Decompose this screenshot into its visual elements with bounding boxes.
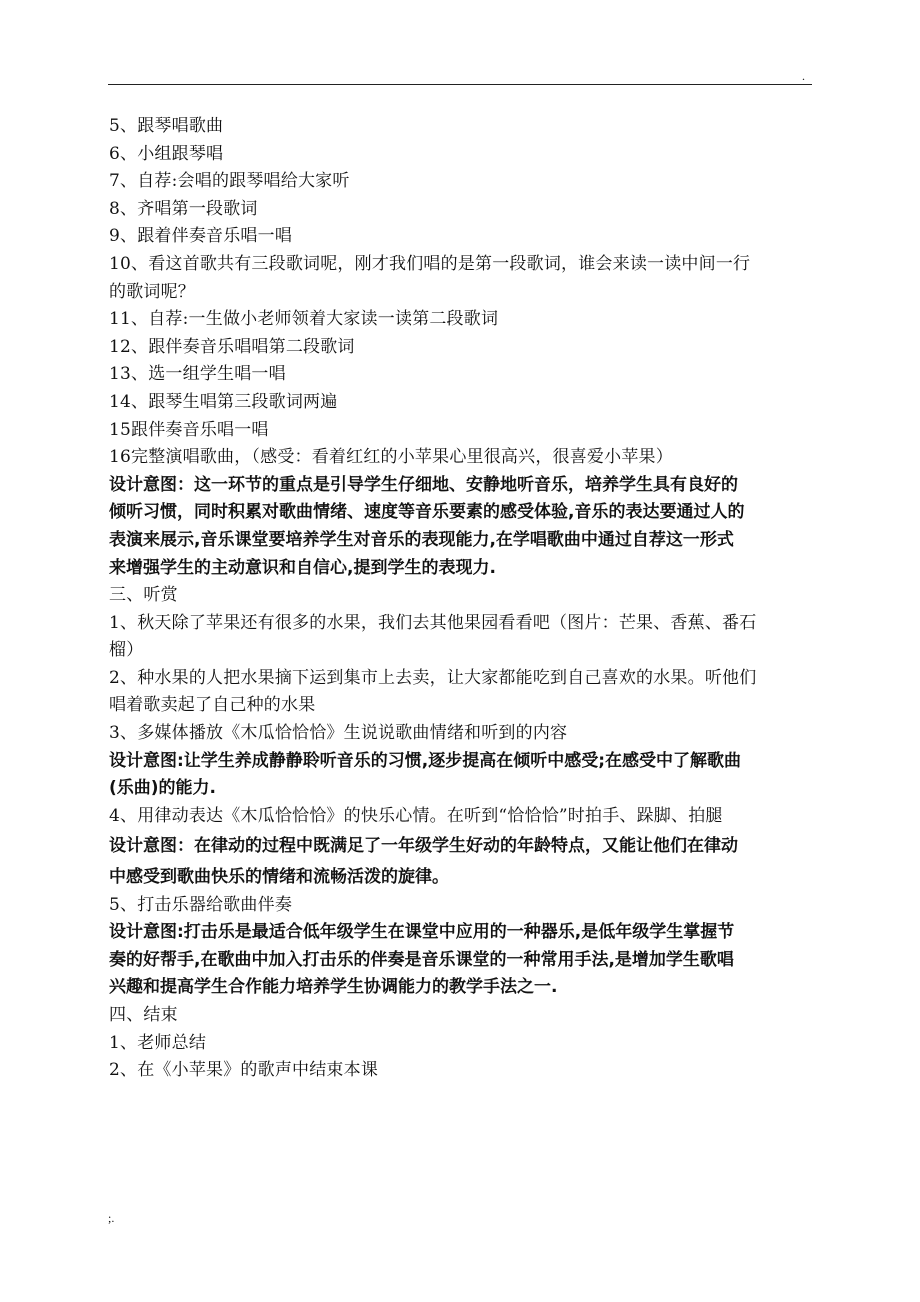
design-intent-line: 奏的好帮手,在歌曲中加入打击乐的伴奏是音乐课堂的一种常用手法,是增加学生歌唱 [109, 949, 734, 970]
text-line: 1、老师总结 [109, 1032, 207, 1053]
header-rule [108, 84, 812, 85]
design-intent-line: 中感受到歌曲快乐的情绪和流畅活泼的旋律。 [109, 867, 449, 888]
text-line: 8、齐唱第一段歌词 [109, 198, 258, 219]
text-line: 3、多媒体播放《木瓜恰恰恰》生说说歌曲情绪和听到的内容 [109, 723, 568, 744]
text-line: 2、在《小苹果》的歌声中结束本课 [109, 1060, 379, 1081]
text-line: 5、跟琴唱歌曲 [109, 116, 224, 136]
design-intent-line: 设计意图:让学生养成静静聆听音乐的习惯,逐步提高在倾听中感受;在感受中了解歌曲 [109, 750, 742, 771]
footer-mark: ;. [108, 1211, 115, 1225]
design-intent-line: (乐曲)的能力. [109, 778, 216, 799]
text-line: 15跟伴奏音乐唱一唱 [109, 419, 269, 440]
design-intent-line: 设计意图：这一环节的重点是引导学生仔细地、安静地听音乐，培养学生具有良好的 [109, 474, 738, 495]
text-line: 10、看这首歌共有三段歌词呢，刚才我们唱的是第一段歌词，谁会来读一读中间一行 [109, 253, 751, 274]
text-line: 榴） [109, 640, 144, 661]
design-intent-line: 倾听习惯，同时积累对歌曲情绪、速度等音乐要素的感受体验,音乐的表达要通过人的 [109, 502, 745, 523]
text-line: 7、自荐:会唱的跟琴唱给大家听 [109, 171, 350, 192]
text-line: 4、用律动表达《木瓜恰恰恰》的快乐心情。在听到“恰恰恰”时拍手、跺脚、拍腿 [109, 805, 723, 826]
design-intent-line: 兴趣和提高学生合作能力培养学生协调能力的教学手法之一. [109, 977, 558, 998]
section-heading: 三、听赏 [109, 585, 178, 606]
header-mark: . [802, 69, 805, 83]
design-intent-line: 来增强学生的主动意识和自信心,提到学生的表现力. [109, 557, 496, 578]
text-line: 6、小组跟琴唱 [109, 143, 224, 164]
text-line: 12、跟伴奏音乐唱唱第二段歌词 [109, 336, 355, 357]
section-heading: 四、结束 [109, 1005, 178, 1025]
design-intent-line: 设计意图:打击乐是最适合低年级学生在课堂中应用的一种器乐,是低年级学生掌握节 [109, 922, 735, 943]
text-line: 的歌词呢？ [109, 281, 195, 302]
text-line: 16完整演唱歌曲，（感受：看着红红的小苹果心里很高兴，很喜爱小苹果） [109, 447, 673, 468]
text-line: 1、秋天除了苹果还有很多的水果，我们去其他果园看看吧（图片：芒果、香蕉、番石 [109, 612, 757, 633]
text-line: 5、打击乐器给歌曲伴奏 [109, 894, 293, 915]
design-intent-line: 表演来展示,音乐课堂要培养学生对音乐的表现能力,在学唱歌曲中通过自荐这一形式 [109, 529, 734, 550]
document-body [109, 113, 811, 1085]
text-line: 11、自荐:一生做小老师领着大家读一读第二段歌词 [109, 309, 499, 330]
design-intent-line: 设计意图：在律动的过程中既满足了一年级学生好动的年龄特点，又能让他们在律动 [109, 836, 738, 857]
text-line: 2、种水果的人把水果摘下运到集市上去卖，让大家都能吃到自己喜欢的水果。听他们 [109, 667, 757, 688]
text-line: 13、选一组学生唱一唱 [109, 364, 286, 385]
text-line: 14、跟琴生唱第三段歌词两遍 [109, 391, 338, 412]
text-line: 9、跟着伴奏音乐唱一唱 [109, 226, 293, 247]
text-line: 唱着歌卖起了自己种的水果 [109, 695, 316, 716]
